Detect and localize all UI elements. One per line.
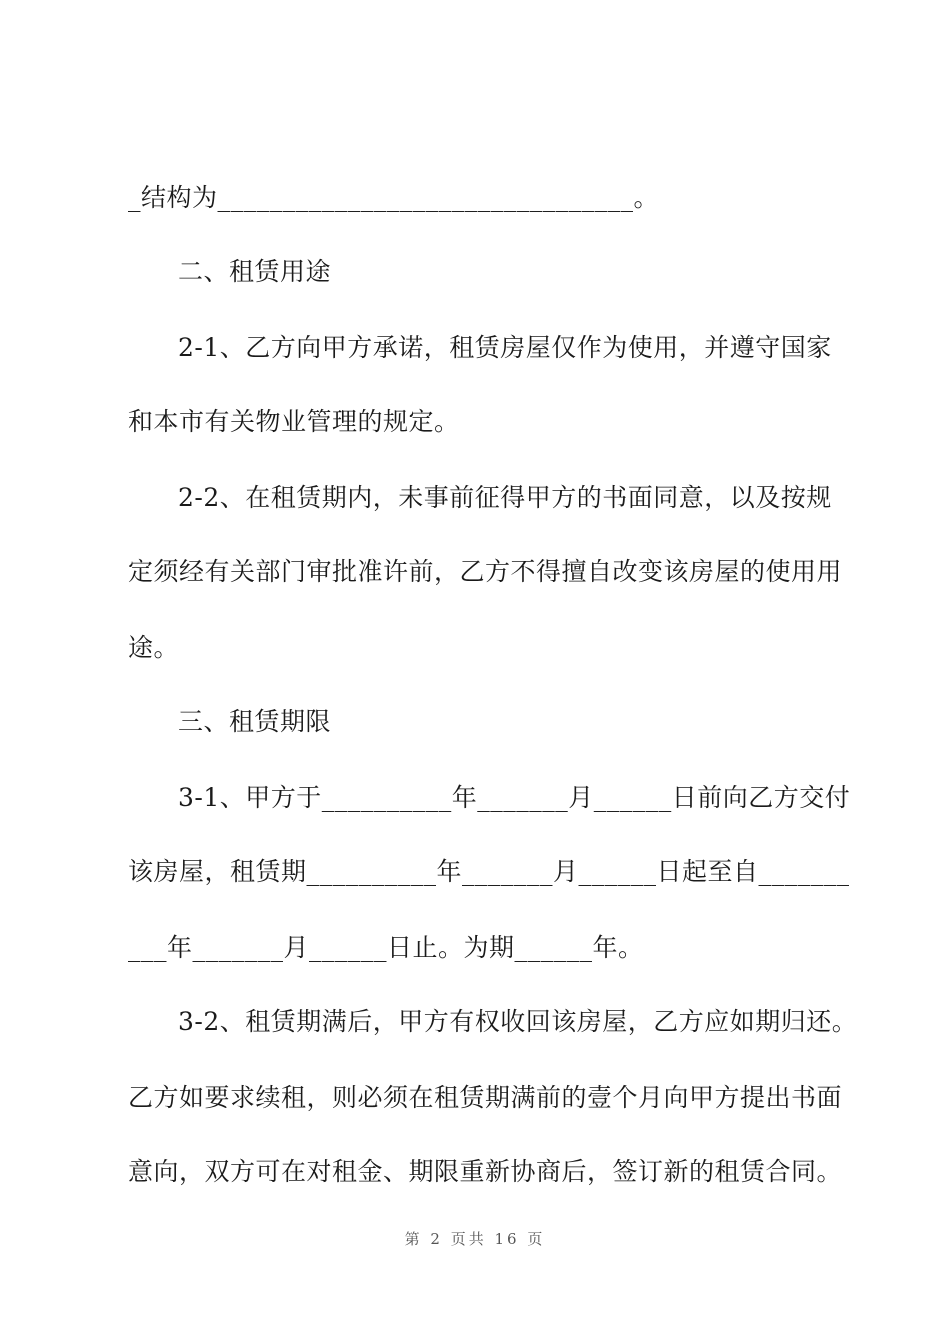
structure-line: _结构为________________________________。 [128, 183, 660, 212]
clause-2-1-line-2: 和本市有关物业管理的规定。 [128, 407, 460, 436]
clause-3-2-line-3: 意向，双方可在对租金、期限重新协商后，签订新的租赁合同。 [128, 1157, 843, 1186]
section-heading-2: 二、租赁用途 [178, 257, 332, 286]
clause-3-1-line-1: 3-1、甲方于__________年_______月______日前向乙方交付 [178, 783, 851, 812]
section-heading-3: 三、租赁期限 [178, 707, 332, 736]
clause-3-2-line-2: 乙方如要求续租，则必须在租赁期满前的壹个月向甲方提出书面 [128, 1083, 843, 1112]
clause-2-2-line-2: 定须经有关部门审批准许前，乙方不得擅自改变该房屋的使用用 [128, 557, 843, 586]
clause-2-2-line-1: 2-2、在租赁期内，未事前征得甲方的书面同意，以及按规 [178, 483, 832, 512]
clause-3-2-line-1: 3-2、租赁期满后，甲方有权收回该房屋，乙方应如期归还。 [178, 1007, 858, 1036]
clause-3-1-line-2: 该房屋，租赁期__________年_______月______日起至自_______ [128, 857, 850, 886]
page-footer: 第 2 页共 16 页 [404, 1230, 546, 1248]
clause-2-1-line-1: 2-1、乙方向甲方承诺，租赁房屋仅作为使用，并遵守国家 [178, 333, 832, 362]
clause-2-2-line-3: 途。 [128, 633, 180, 662]
clause-3-1-line-3: ___年_______月______日止。为期______年。 [128, 933, 644, 962]
